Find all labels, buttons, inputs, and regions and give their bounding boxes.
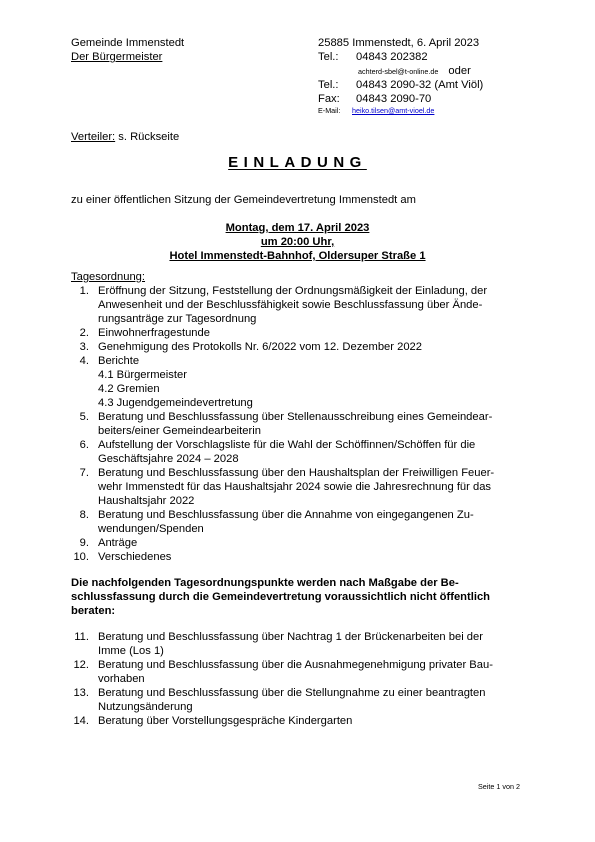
fax-value: 04843 2090-70	[356, 93, 432, 105]
agenda-item	[71, 354, 531, 410]
agenda-item	[71, 658, 531, 686]
agenda-item	[71, 340, 531, 354]
agenda-item-number: 9.	[79, 537, 89, 549]
agenda-item-line: wehr Immenstedt für das Haushaltsjahr 2024 sowie die Jahresrechnung für das	[98, 481, 492, 493]
page-footer: Seite 1 von 2	[478, 782, 520, 791]
agenda-item-line: beiters/einer Gemeindearbeiterin	[98, 425, 261, 437]
agenda-item-line: 4.1 Bürgermeister	[98, 369, 187, 381]
agenda-item-line: 4.3 Jugendgemeindevertretung	[98, 397, 253, 409]
private-email-row	[318, 64, 558, 78]
agenda-heading: Tagesordnung:	[71, 271, 146, 283]
agenda-item-line: Beratung und Beschlussfassung über Nachtrag 1 der Brückenarbeiten bei der	[98, 631, 483, 643]
tel-label-2: Tel.:	[318, 79, 339, 91]
agenda-item	[71, 326, 531, 340]
contact-block	[318, 36, 558, 120]
agenda-item-line: Haushaltsjahr 2022	[98, 495, 195, 507]
agenda-item	[71, 438, 531, 466]
distribution-label: Verteiler:	[71, 131, 116, 143]
agenda-item	[71, 630, 531, 658]
sender-office: Der Bürgermeister	[71, 51, 163, 63]
private-email: achterd-sbel@t-online.de	[358, 67, 439, 76]
tel-value-2: 04843 2090-32 (Amt Viöl)	[356, 79, 484, 91]
agenda-item-line: wendungen/Spenden	[98, 523, 204, 535]
or-text: oder	[448, 65, 471, 77]
agenda-item-line: Beratung und Beschlussfassung über die Annahme von eingegangenen Zu-	[98, 509, 474, 521]
tel-label: Tel.:	[318, 51, 339, 63]
agenda-item	[71, 550, 531, 564]
tel-row	[318, 50, 558, 64]
agenda-item-number: 12.	[73, 659, 89, 671]
agenda-list	[71, 284, 531, 564]
agenda-item	[71, 466, 531, 508]
agenda-item-line: Aufstellung der Vorschlagsliste für die Wahl der Schöffinnen/Schöffen für die	[98, 439, 476, 451]
agenda-item-number: 14.	[73, 715, 89, 727]
agenda-item-number: 13.	[73, 687, 89, 699]
agenda-item-line: Einwohnerfragestunde	[98, 327, 210, 339]
agenda-item-number: 10.	[73, 551, 89, 563]
distribution-line	[71, 130, 179, 144]
agenda-item-line: Anwesenheit und der Beschlussfähigkeit sowie Beschlussfassung über Ände-	[98, 299, 483, 311]
email-link[interactable]: heiko.tilsen@amt-vioel.de	[352, 106, 435, 115]
agenda-item	[71, 536, 531, 550]
sender-block	[71, 36, 192, 64]
agenda-item-number: 11.	[74, 631, 89, 643]
agenda-item-line: Beratung und Beschlussfassung über die Stellungnahme zu einer beantragten	[98, 687, 486, 699]
meeting-place: Hotel Immenstedt-Bahnhof, Oldersuper Straße 1	[169, 250, 426, 262]
tel-value-1: 04843 202382	[356, 51, 428, 63]
tel-row-2	[318, 78, 558, 92]
agenda-item-number: 6.	[79, 439, 89, 451]
agenda-item	[71, 508, 531, 536]
agenda-item-line: rungsanträge zur Tagesordnung	[98, 313, 257, 325]
agenda-item-line: Beratung und Beschlussfassung über den Haushaltsplan der Freiwilligen Feuer-	[98, 467, 495, 479]
email-row	[318, 106, 558, 120]
agenda-item-line: Beratung und Beschlussfassung über die Ausnahmegenehmigung privater Bau-	[98, 659, 493, 671]
agenda-item-number: 7.	[79, 467, 89, 479]
nonpublic-agenda-list	[71, 630, 531, 728]
document-title	[0, 156, 595, 170]
agenda-item-line: Imme (Los 1)	[98, 645, 164, 657]
document-title-text: EINLADUNG	[228, 154, 367, 171]
fax-row	[318, 92, 558, 106]
agenda-item-number: 2.	[79, 327, 89, 339]
agenda-item-line: Anträge	[98, 537, 138, 549]
agenda-item-line: Verschiedenes	[98, 551, 172, 563]
agenda-item	[71, 686, 531, 714]
agenda-item-number: 8.	[79, 509, 89, 521]
email-label: E-Mail:	[318, 106, 341, 115]
intro-text: zu einer öffentlichen Sitzung der Gemeindevertretung Immenstedt am	[71, 194, 416, 206]
agenda-item	[71, 410, 531, 438]
agenda-item-number: 5.	[79, 411, 89, 423]
fax-label: Fax:	[318, 93, 340, 105]
agenda-item-number: 4.	[79, 355, 89, 367]
agenda-item-line: Nutzungsänderung	[98, 701, 193, 713]
sender-municipality: Gemeinde Immenstedt	[71, 37, 185, 49]
agenda-item-line: Beratung über Vorstellungsgespräche Kindergarten	[98, 715, 353, 727]
distribution-text: s. Rückseite	[118, 131, 180, 143]
agenda-item-number: 3.	[79, 341, 89, 353]
meeting-date: Montag, dem 17. April 2023	[225, 222, 370, 234]
agenda-item-number: 1.	[79, 285, 89, 297]
agenda-item-line: Genehmigung des Protokolls Nr. 6/2022 vom 12. Dezember 2022	[98, 341, 422, 353]
agenda-item-line: Eröffnung der Sitzung, Feststellung der Ordnungsmäßigkeit der Einladung, der	[98, 285, 488, 297]
agenda-item	[71, 284, 531, 326]
meeting-details	[0, 221, 595, 263]
agenda-item-line: Beratung und Beschlussfassung über Stellenausschreibung eines Gemeindear-	[98, 411, 493, 423]
place-date: 25885 Immenstedt, 6. April 2023	[318, 37, 480, 49]
agenda-item-line: Berichte	[98, 355, 140, 367]
agenda-item-line: 4.2 Gremien	[98, 383, 160, 395]
agenda-item-line: Geschäftsjahre 2024 – 2028	[98, 453, 239, 465]
meeting-time: um 20:00 Uhr,	[260, 236, 335, 248]
agenda-item	[71, 714, 531, 728]
agenda-item-line: vorhaben	[98, 673, 145, 685]
nonpublic-note: Die nachfolgenden Tagesordnungspunkte werden nach Maßgabe der Be-schlussfassung durch die Gemeindevertretung voraussichtlich nicht öffentlich beraten:	[71, 577, 490, 617]
